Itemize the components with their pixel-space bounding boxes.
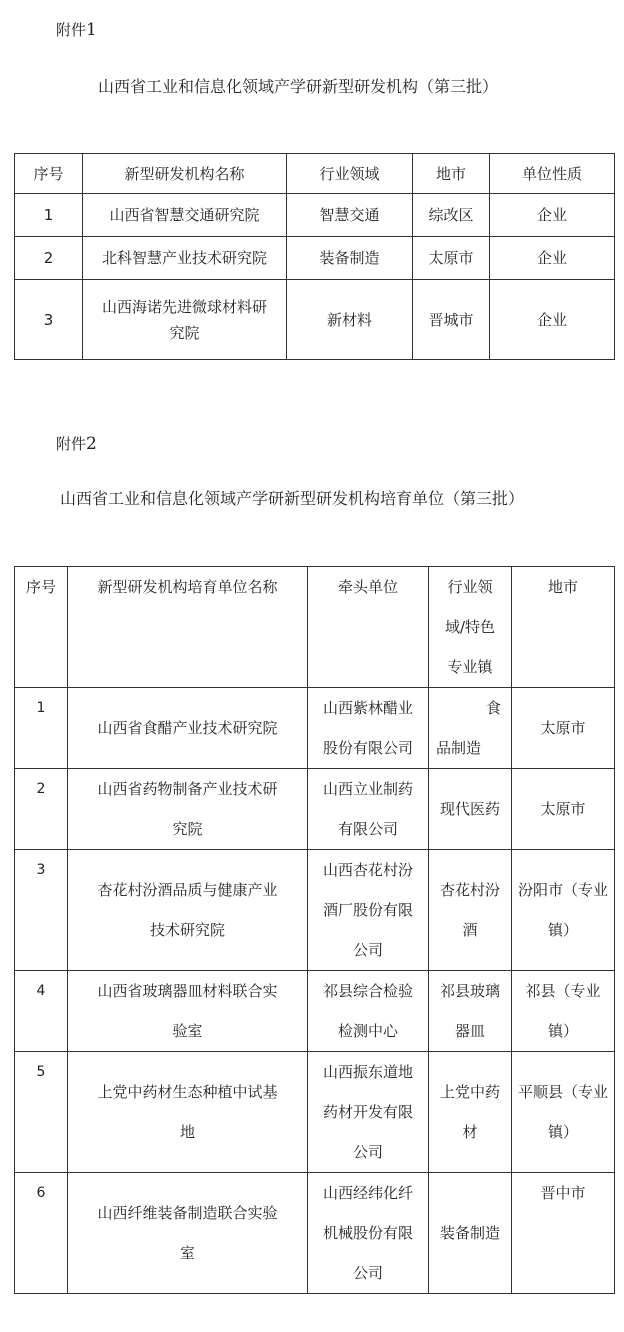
cell-city: 综改区 — [413, 194, 490, 237]
cell-city-line: 镇） — [547, 921, 578, 939]
cell-city — [512, 971, 615, 1052]
cell-no: 2 — [15, 237, 83, 280]
cell-name: 山西省智慧交通研究院 — [83, 194, 287, 237]
cell-name-line: 杏花村汾酒品质与健康产业 — [97, 881, 278, 899]
cell-no: 5 — [15, 1052, 68, 1173]
cell-field-line: 器皿 — [454, 1022, 485, 1040]
table-row — [15, 1173, 615, 1294]
cell-field — [429, 971, 512, 1052]
cell-name — [68, 850, 308, 971]
cell-lead-line: 检测中心 — [337, 1022, 398, 1040]
header-city: 地市 — [512, 567, 615, 688]
cell-lead-line: 机械股份有限 — [322, 1224, 413, 1242]
cell-city-line: 汾阳市（专业 — [517, 881, 608, 899]
cell-nature: 企业 — [490, 194, 615, 237]
cell-lead-line: 公司 — [352, 1143, 383, 1161]
table-row — [15, 971, 615, 1052]
cell-name: 北科智慧产业技术研究院 — [83, 237, 287, 280]
cell-lead-line: 公司 — [352, 941, 383, 959]
cell-name-line: 上党中药材生态种植中试基 — [97, 1083, 278, 1101]
table-row — [15, 1052, 615, 1173]
cell-city: 晋城市 — [413, 280, 490, 360]
header-name: 新型研发机构名称 — [83, 154, 287, 194]
header-city: 地市 — [413, 154, 490, 194]
institution-table — [14, 153, 615, 360]
table-header-row — [15, 154, 615, 194]
cell-name-line: 究院 — [172, 820, 203, 838]
cell-city-line: 镇） — [547, 1123, 578, 1141]
cell-city — [512, 850, 615, 971]
cell-field — [429, 850, 512, 971]
cell-no: 3 — [15, 280, 83, 360]
header-field-line: 行业领 — [447, 578, 493, 596]
header-field: 行业领域 — [287, 154, 413, 194]
header-field-line: 专业镇 — [447, 658, 493, 676]
cell-field: 装备制造 — [287, 237, 413, 280]
cell-name — [68, 1173, 308, 1294]
attachment-1-label: 附件1 — [56, 20, 97, 40]
cell-no: 1 — [15, 688, 68, 769]
cell-name-line: 地 — [179, 1123, 195, 1141]
cell-no: 2 — [15, 769, 68, 850]
cell-name-line: 山西纤维装备制造联合实验 — [97, 1204, 278, 1222]
header-nature: 单位性质 — [490, 154, 615, 194]
cell-city-line: 平顺县（专业 — [517, 1083, 608, 1101]
cell-field: 装备制造 — [429, 1173, 512, 1294]
table-header-row — [15, 567, 615, 688]
cell-lead — [308, 971, 429, 1052]
cell-lead — [308, 769, 429, 850]
cell-no: 6 — [15, 1173, 68, 1294]
table-row — [15, 850, 615, 971]
cell-city-line: 祁县（专业 — [525, 982, 601, 1000]
cell-field: 新材料 — [287, 280, 413, 360]
attachment-2-title: 山西省工业和信息化领域产学研新型研发机构培育单位（第三批） — [60, 489, 525, 508]
cell-lead-line: 山西振东道地 — [322, 1063, 413, 1081]
cell-name-line: 验室 — [172, 1022, 203, 1040]
cell-field-line: 杏花村汾 — [439, 881, 500, 899]
cell-name-line: 山西省药物制备产业技术研 — [97, 780, 278, 798]
cell-city: 晋中市 — [512, 1173, 615, 1294]
cell-lead-line: 祁县综合检验 — [322, 982, 413, 1000]
cell-city — [512, 1052, 615, 1173]
cell-lead-line: 公司 — [352, 1264, 383, 1282]
cell-field — [429, 688, 512, 769]
cell-field-line: 材 — [462, 1123, 478, 1141]
cell-no: 1 — [15, 194, 83, 237]
cell-lead-line: 山西立业制药 — [322, 780, 413, 798]
cell-city: 太原市 — [512, 769, 615, 850]
header-no: 序号 — [15, 567, 68, 688]
table-row — [15, 194, 615, 237]
cell-lead-line: 酒厂股份有限 — [322, 901, 413, 919]
header-name: 新型研发机构培育单位名称 — [68, 567, 308, 688]
cell-name: 山西省食醋产业技术研究院 — [68, 688, 308, 769]
header-field-line: 域/特色 — [444, 618, 496, 636]
attachment-2-label: 附件2 — [56, 434, 97, 454]
cell-name — [68, 769, 308, 850]
table-row — [15, 688, 615, 769]
table-row — [15, 280, 615, 360]
cell-name-line: 山西海诺先进微球材料研 — [101, 297, 267, 316]
cell-city: 太原市 — [413, 237, 490, 280]
cell-lead — [308, 1052, 429, 1173]
cell-lead-line: 山西紫林醋业 — [322, 699, 413, 717]
cell-nature: 企业 — [490, 280, 615, 360]
cell-name-line: 究院 — [169, 323, 200, 342]
cell-field-line: 上党中药 — [439, 1083, 500, 1101]
cell-name-line: 技术研究院 — [149, 921, 225, 939]
cell-lead-line: 药材开发有限 — [322, 1103, 413, 1121]
cell-lead — [308, 688, 429, 769]
table-row — [15, 769, 615, 850]
cell-field-line: 食 — [485, 699, 501, 717]
cell-lead — [308, 850, 429, 971]
cell-name-line: 山西省玻璃器皿材料联合实 — [97, 982, 278, 1000]
cell-no: 4 — [15, 971, 68, 1052]
attachment-1-title: 山西省工业和信息化领域产学研新型研发机构（第三批） — [98, 77, 499, 96]
header-lead: 牵头单位 — [308, 567, 429, 688]
cell-field-line: 酒 — [462, 921, 478, 939]
cell-name-line: 室 — [179, 1244, 195, 1262]
cell-field-line: 祁县玻璃 — [439, 982, 500, 1000]
cell-lead-line: 有限公司 — [337, 820, 398, 838]
cell-name — [68, 1052, 308, 1173]
header-field — [429, 567, 512, 688]
header-no: 序号 — [15, 154, 83, 194]
cell-city-line: 镇） — [547, 1022, 578, 1040]
cell-field-line: 品制造 — [436, 739, 482, 757]
cell-field — [429, 1052, 512, 1173]
cell-name — [68, 971, 308, 1052]
cell-lead-line: 山西杏花村汾 — [322, 861, 413, 879]
incubation-table — [14, 566, 615, 1294]
cell-name — [83, 280, 287, 360]
cell-lead-line: 山西经纬化纤 — [322, 1184, 413, 1202]
cell-lead — [308, 1173, 429, 1294]
cell-nature: 企业 — [490, 237, 615, 280]
cell-city: 太原市 — [512, 688, 615, 769]
cell-no: 3 — [15, 850, 68, 971]
table-row — [15, 237, 615, 280]
cell-lead-line: 股份有限公司 — [322, 739, 413, 757]
cell-field: 现代医药 — [429, 769, 512, 850]
cell-field: 智慧交通 — [287, 194, 413, 237]
